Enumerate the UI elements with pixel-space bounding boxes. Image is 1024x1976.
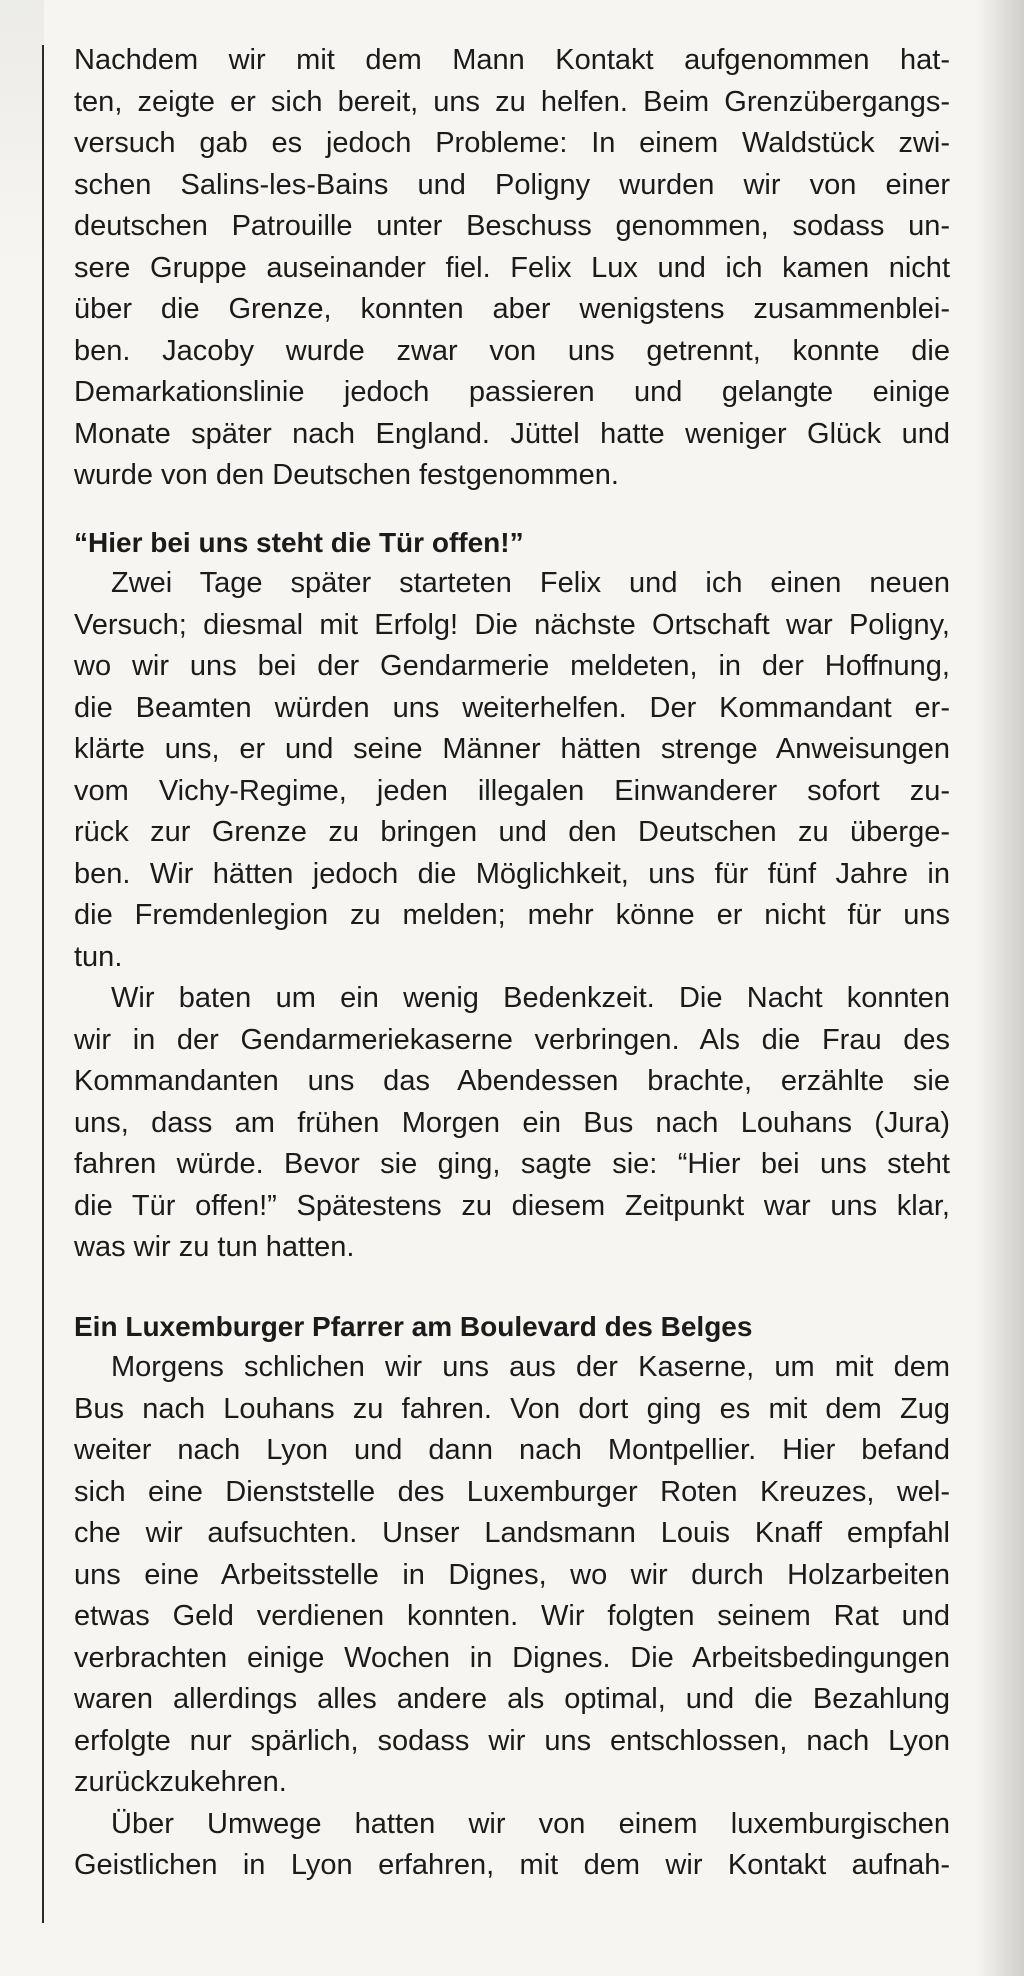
text-line: weiter nach Lyon und dann nach Montpellier. Hier befand: [74, 1434, 950, 1466]
margin-rule: [42, 45, 44, 1923]
text-line: etwas Geld verdienen konnten. Wir folgten seinem Rat und: [74, 1600, 950, 1632]
paragraph: [74, 1804, 950, 1887]
text-line: klärte uns, er und seine Männer hätten strenge Anweisungen: [74, 733, 950, 765]
text-line: Morgens schlichen wir uns aus der Kaserne, um mit dem: [111, 1351, 950, 1383]
text-line: wo wir uns bei der Gendarmerie meldeten, in der Hoffnung,: [74, 650, 950, 682]
text-line: versuch gab es jedoch Probleme: In einem Waldstück zwi-: [74, 127, 950, 159]
text-line: waren allerdings alles andere als optimal, und die Bezahlung: [74, 1683, 950, 1715]
text-line: die Tür offen!” Spätestens zu diesem Zeitpunkt war uns klar,: [74, 1189, 950, 1222]
text-line: Wir baten um ein wenig Bedenkzeit. Die Nacht konnten: [111, 982, 950, 1014]
text-line: zurückzukehren.: [74, 1766, 287, 1798]
text-line: ben. Wir hätten jedoch die Möglichkeit, uns für fünf Jahre in: [74, 857, 950, 890]
text-line: Monate später nach England. Jüttel hatte weniger Glück und: [74, 417, 950, 450]
text-line: was wir zu tun hatten.: [74, 1231, 355, 1263]
text-line: rück zur Grenze zu bringen und den Deutschen zu überge-: [74, 816, 950, 848]
paragraph: [74, 1306, 950, 1804]
text-line: fahren würde. Bevor sie ging, sagte sie: “Hier bei uns steht: [74, 1148, 950, 1180]
text-line: schen Salins-les-Bains und Poligny wurden wir von einer: [74, 168, 950, 201]
text-line: erfolgte nur spärlich, sodass wir uns entschlossen, nach Lyon: [74, 1724, 950, 1757]
text-line: Über Umwege hatten wir von einem luxemburgischen: [111, 1807, 950, 1840]
text-line: wurde von den Deutschen festgenommen.: [74, 459, 619, 491]
text-line: Nachdem wir mit dem Mann Kontakt aufgenommen hat-: [74, 44, 950, 76]
text-line: die Fremdenlegion zu melden; mehr könne er nicht für uns: [74, 899, 950, 931]
previous-page-bleed: [0, 0, 44, 260]
text-line: Bus nach Louhans zu fahren. Von dort ging es mit dem Zug: [74, 1392, 950, 1425]
text-line: die Beamten würden uns weiterhelfen. Der Kommandant er-: [74, 691, 950, 724]
text-line: verbrachten einige Wochen in Dignes. Die Arbeitsbedingungen: [74, 1641, 950, 1674]
text-line: vom Vichy-Regime, jeden illegalen Einwanderer sofort zu-: [74, 774, 950, 807]
article-body: [74, 40, 950, 1887]
text-line: uns, dass am frühen Morgen ein Bus nach Louhans (Jura): [74, 1106, 950, 1139]
text-line: ben. Jacoby wurde zwar von uns getrennt, konnte die: [74, 334, 950, 367]
paragraph: [74, 978, 950, 1269]
text-line: Versuch; diesmal mit Erfolg! Die nächste Ortschaft war Poligny,: [74, 608, 950, 641]
text-line: uns eine Arbeitsstelle in Dignes, wo wir durch Holzarbeiten: [74, 1558, 950, 1591]
text-line: tun.: [74, 940, 123, 973]
text-line: Kommandanten uns das Abendessen brachte, erzählte sie: [74, 1065, 950, 1097]
text-line: sere Gruppe auseinander fiel. Felix Lux und ich kamen nicht: [74, 251, 950, 284]
text-line: che wir aufsuchten. Unser Landsmann Louis Knaff empfahl: [74, 1517, 950, 1549]
text-line: Geistlichen in Lyon erfahren, mit dem wir Kontakt aufnah-: [74, 1849, 950, 1881]
text-line: deutschen Patrouille unter Beschuss genommen, sodass un-: [74, 210, 950, 242]
text-line: ten, zeigte er sich bereit, uns zu helfen. Beim Grenzübergangs-: [74, 85, 950, 118]
page-gutter-shadow: [976, 0, 1024, 1976]
text-line: über die Grenze, konnten aber wenigstens zusammenblei-: [74, 293, 950, 325]
text-line: Zwei Tage später starteten Felix und ich einen neuen: [111, 567, 950, 599]
section-heading: “Hier bei uns steht die Tür offen!”: [74, 526, 524, 558]
paragraph: [74, 40, 950, 497]
text-line: sich eine Dienststelle des Luxemburger Roten Kreuzes, wel-: [74, 1475, 950, 1508]
section-heading: Ein Luxemburger Pfarrer am Boulevard des Belges: [74, 1310, 753, 1342]
text-line: Demarkationslinie jedoch passieren und gelangte einige: [74, 376, 950, 408]
text-line: wir in der Gendarmeriekaserne verbringen. Als die Frau des: [74, 1023, 950, 1056]
paragraph: [74, 522, 950, 979]
